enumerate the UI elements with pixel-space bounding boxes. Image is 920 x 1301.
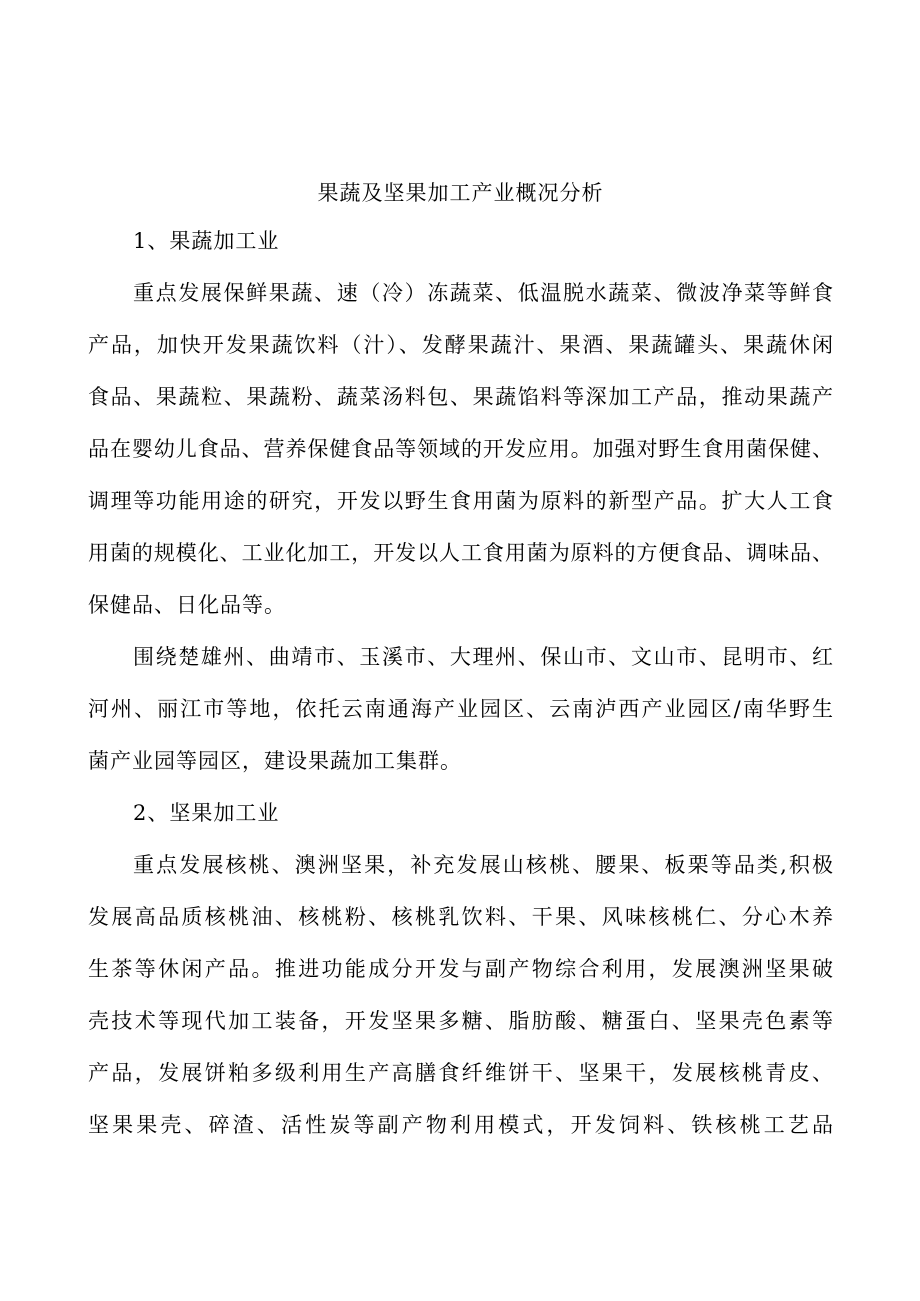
paragraph-line: 坚果果壳、碎渣、活性炭等副产物利用模式，开发饲料、铁核桃工艺品: [88, 1113, 833, 1137]
paragraph-line: 重点发展核桃、澳洲坚果，补充发展山核桃、腰果、板栗等品类,积极: [133, 853, 833, 877]
paragraph-line: 菌产业园等园区，建设果蔬加工集群。: [88, 749, 462, 773]
paragraph-line: 调理等功能用途的研究，开发以野生食用菌为原料的新型产品。扩大人工食: [88, 489, 833, 513]
paragraph-line: 发展高品质核桃油、核桃粉、核桃乳饮料、干果、风味核桃仁、分心木养: [88, 905, 833, 929]
section-heading-nut: 2、坚果加工业: [133, 801, 280, 825]
section-heading-fruit-vegetable: 1、果蔬加工业: [133, 229, 280, 253]
paragraph-line: 品在婴幼儿食品、营养保健食品等领域的开发应用。加强对野生食用菌保健、: [88, 437, 833, 461]
paragraph-line: 产品，加快开发果蔬饮料（汁）、发酵果蔬汁、果酒、果蔬罐头、果蔬休闲: [88, 333, 833, 357]
paragraph-line: 产品，发展饼粕多级利用生产高膳食纤维饼干、坚果干，发展核桃青皮、: [88, 1061, 833, 1085]
paragraph-line: 用菌的规模化、工业化加工，开发以人工食用菌为原料的方便食品、调味品、: [88, 541, 833, 565]
paragraph-line: 壳技术等现代加工装备，开发坚果多糖、脂肪酸、糖蛋白、坚果壳色素等: [88, 1009, 833, 1033]
paragraph-line: 生茶等休闲产品。推进功能成分开发与副产物综合利用，发展澳洲坚果破: [88, 957, 833, 981]
document-title: 果蔬及坚果加工产业概况分析: [317, 181, 604, 205]
paragraph-line: 保健品、日化品等。: [88, 593, 286, 617]
paragraph-line: 围绕楚雄州、曲靖市、玉溪市、大理州、保山市、文山市、昆明市、红: [133, 645, 833, 669]
paragraph-line: 食品、果蔬粒、果蔬粉、蔬菜汤料包、果蔬馅料等深加工产品，推动果蔬产: [88, 385, 833, 409]
paragraph-line: 重点发展保鲜果蔬、速（冷）冻蔬菜、低温脱水蔬菜、微波净菜等鲜食: [133, 281, 833, 305]
paragraph-line: 河州、丽江市等地，依托云南通海产业园区、云南泸西产业园区/南华野生: [88, 697, 833, 721]
